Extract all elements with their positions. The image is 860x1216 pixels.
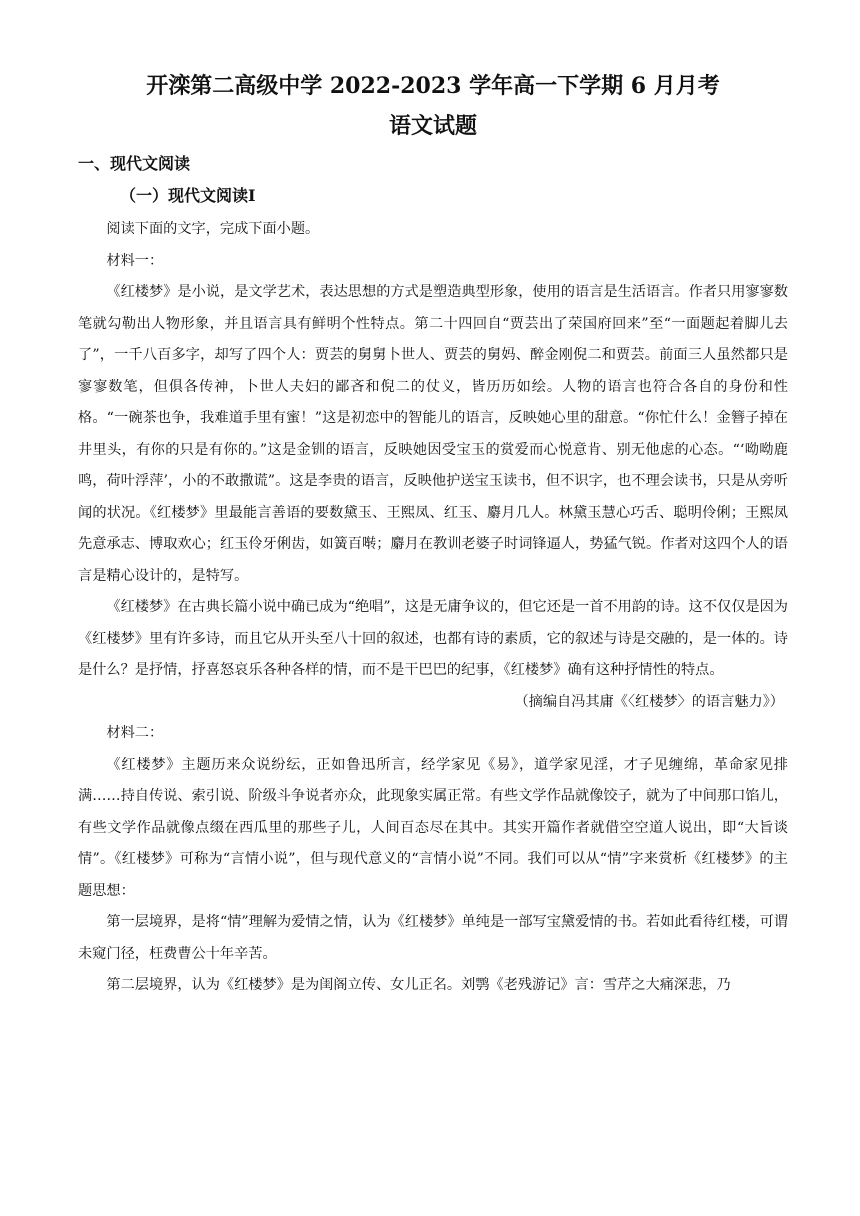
material-two-paragraph-3: 第二层境界，认为《红楼梦》是为闺阁立传、女儿正名。刘鹗《老残游记》言：雪芹之大痛深悲，乃 (106, 977, 731, 993)
material-one-source: （摘编自冯其庸《〈红楼梦〉的语言魅力》） (514, 693, 784, 710)
material-two-paragraph-2: 第一层境界，是将“情”理解为爱情之情，认为《红楼梦》单纯是一部写宝黛爱情的书。若如此看待红楼，可谓未窥门径，枉费曹公十年辛苦。 (78, 914, 788, 962)
instruction-text: 阅读下面的文字，完成下面小题。 (106, 221, 320, 237)
material-one-paragraph-2: 《红楼梦》在古典长篇小说中确已成为“绝唱”，这是无庸争议的，但它还是一首不用韵的诗。这不仅仅是因为《红楼梦》里有许多诗，而且它从开头至八十回的叙述，也都有诗的素质，它的叙述与诗是交融的，是一体的。诗是什么？是抒情，抒喜怒哀乐各种各样的情，而不是干巴巴的纪事，《红楼梦》确有这种抒情性的特点。 (78, 599, 788, 678)
material-two-paragraph-1: 《红楼梦》主题历来众说纷纭，正如鲁迅所言，经学家见《易》，道学家见淫，才子见缠绵，革命家见排满……持自传说、索引说、阶级斗争说者亦众，此现象实属正常。有些文学作品就像饺子，就为了中间那口馅儿，有些文学作品就像点缀在西瓜里的那些子儿，人间百态尽在其中。其实开篇作者就借空空道人说出，即“大旨谈情”。《红楼梦》可称为“言情小说”，但与现代意义的“言情小说”不同。我们可以从“情”字来赏析《红楼梦》的主题思想： (78, 756, 788, 899)
material-two-label: 材料二： (106, 725, 164, 741)
document-title: 开滦第二高级中学 2022-2023 学年高一下学期 6 月月考 (146, 73, 720, 99)
document-subtitle: 语文试题 (388, 113, 477, 139)
material-one-label: 材料一： (106, 252, 164, 269)
section-heading: 一、现代文阅读 (78, 154, 191, 173)
subsection-heading: （一）现代文阅读Ⅰ (120, 186, 256, 205)
material-one-paragraph-1: 《红楼梦》是小说，是文学艺术，表达思想的方式是塑造典型形象，使用的语言是生活语言。作者只用寥寥数笔就勾勒出人物形象，并且语言具有鲜明个性特点。第二十四回自“贾芸出了荣国府回来”至“一面题起着脚儿去了”，一千八百多字，却写了四个人：贾芸的舅舅卜世人、贾芸的舅妈、醉金刚倪二和贾芸。前面三人虽然都只是寥寥数笔，但俱各传神，卜世人夫妇的鄙吝和倪二的仗义，皆历历如绘。人物的语言也符合各自的身份和性格。“一碗茶也争，我难道手里有蜜！”这是初恋中的智能儿的语言，反映她心里的甜意。“你忙什么！金簪子掉在井里头，有你的只是有你的。”这是金钏的语言，反映她因受宝玉的赏爱而心悦意肯、别无他虑的心态。“‘呦呦鹿鸣，荷叶浮萍’，小的不敢撒谎”。这是李贵的语言，反映他护送宝玉读书，但不识字，也不理会读书，只是从旁听闻的状况。《红楼梦》里最能言善语的要数黛玉、王熙凤、红玉、麝月几人。林黛玉慧心巧舌、聪明伶俐；王熙凤先意承志、博取欢心；红玉伶牙俐齿，如簧百啭；麝月在教训老婆子时词锋逼人，势猛气锐。作者对这四个人的语言是精心设计的，是特写。 (78, 284, 788, 584)
